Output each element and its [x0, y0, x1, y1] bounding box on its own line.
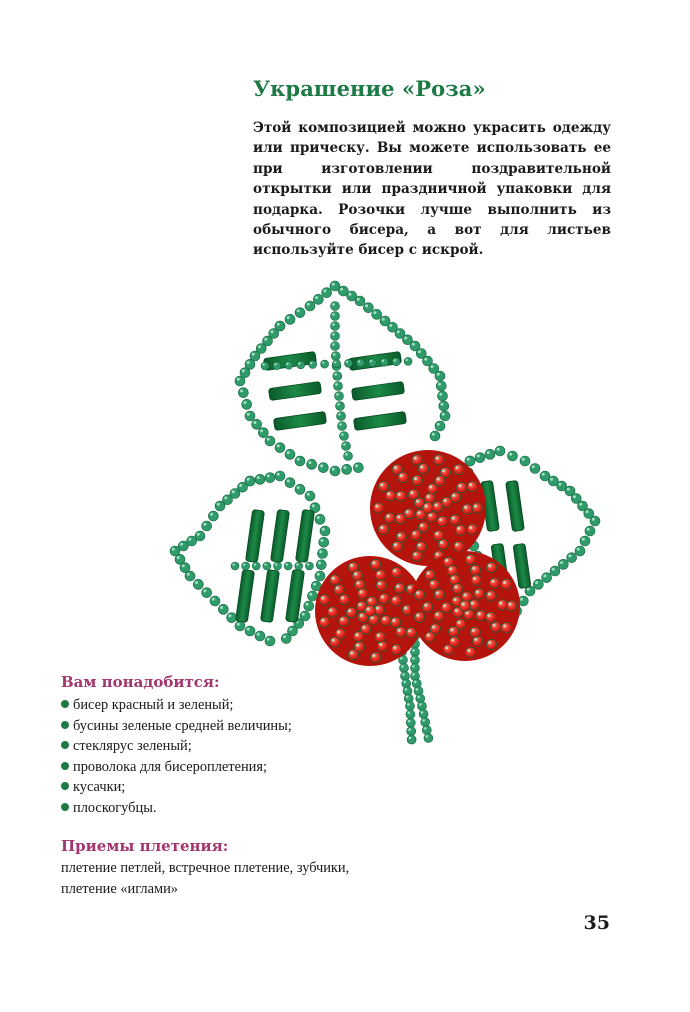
bullet-icon: [61, 762, 69, 770]
material-item: проволока для бисероплетения;: [61, 757, 361, 778]
material-item: бусины зеленые средней величины;: [61, 716, 361, 737]
materials-list: [61, 695, 361, 819]
techniques-line: плетение петлей, встречное плетение, зубчики,: [61, 860, 350, 876]
material-item: стеклярус зеленый;: [61, 736, 361, 757]
bullet-icon: [61, 782, 69, 790]
bullet-icon: [61, 700, 69, 708]
techniques-line: плетение «иглами»: [61, 881, 178, 897]
intro-paragraph: Этой композицией можно украсить одежду или прическу. Вы можете использовать ее при изготовлении поздравительной открытки или праздничной упаковки для подарка. Розочки лучше выполнить из обычного бисера, а вот для листьев используйте бисер с искрой.: [253, 120, 611, 259]
bullet-icon: [61, 741, 69, 749]
materials-heading: Вам понадобится:: [61, 673, 220, 691]
material-item: бисер красный и зеленый;: [61, 695, 361, 716]
bullet-icon: [61, 721, 69, 729]
beaded-rose-photo: [160, 266, 610, 766]
material-item: плоскогубцы.: [61, 798, 361, 819]
techniques-heading: Приемы плетения:: [61, 837, 229, 855]
page-title: Украшение «Роза»: [253, 76, 486, 101]
bullet-icon: [61, 803, 69, 811]
material-item: кусачки;: [61, 777, 361, 798]
beaded-rose-illustration: [160, 266, 610, 766]
page-number: 35: [583, 912, 610, 934]
techniques-text: [61, 858, 401, 900]
